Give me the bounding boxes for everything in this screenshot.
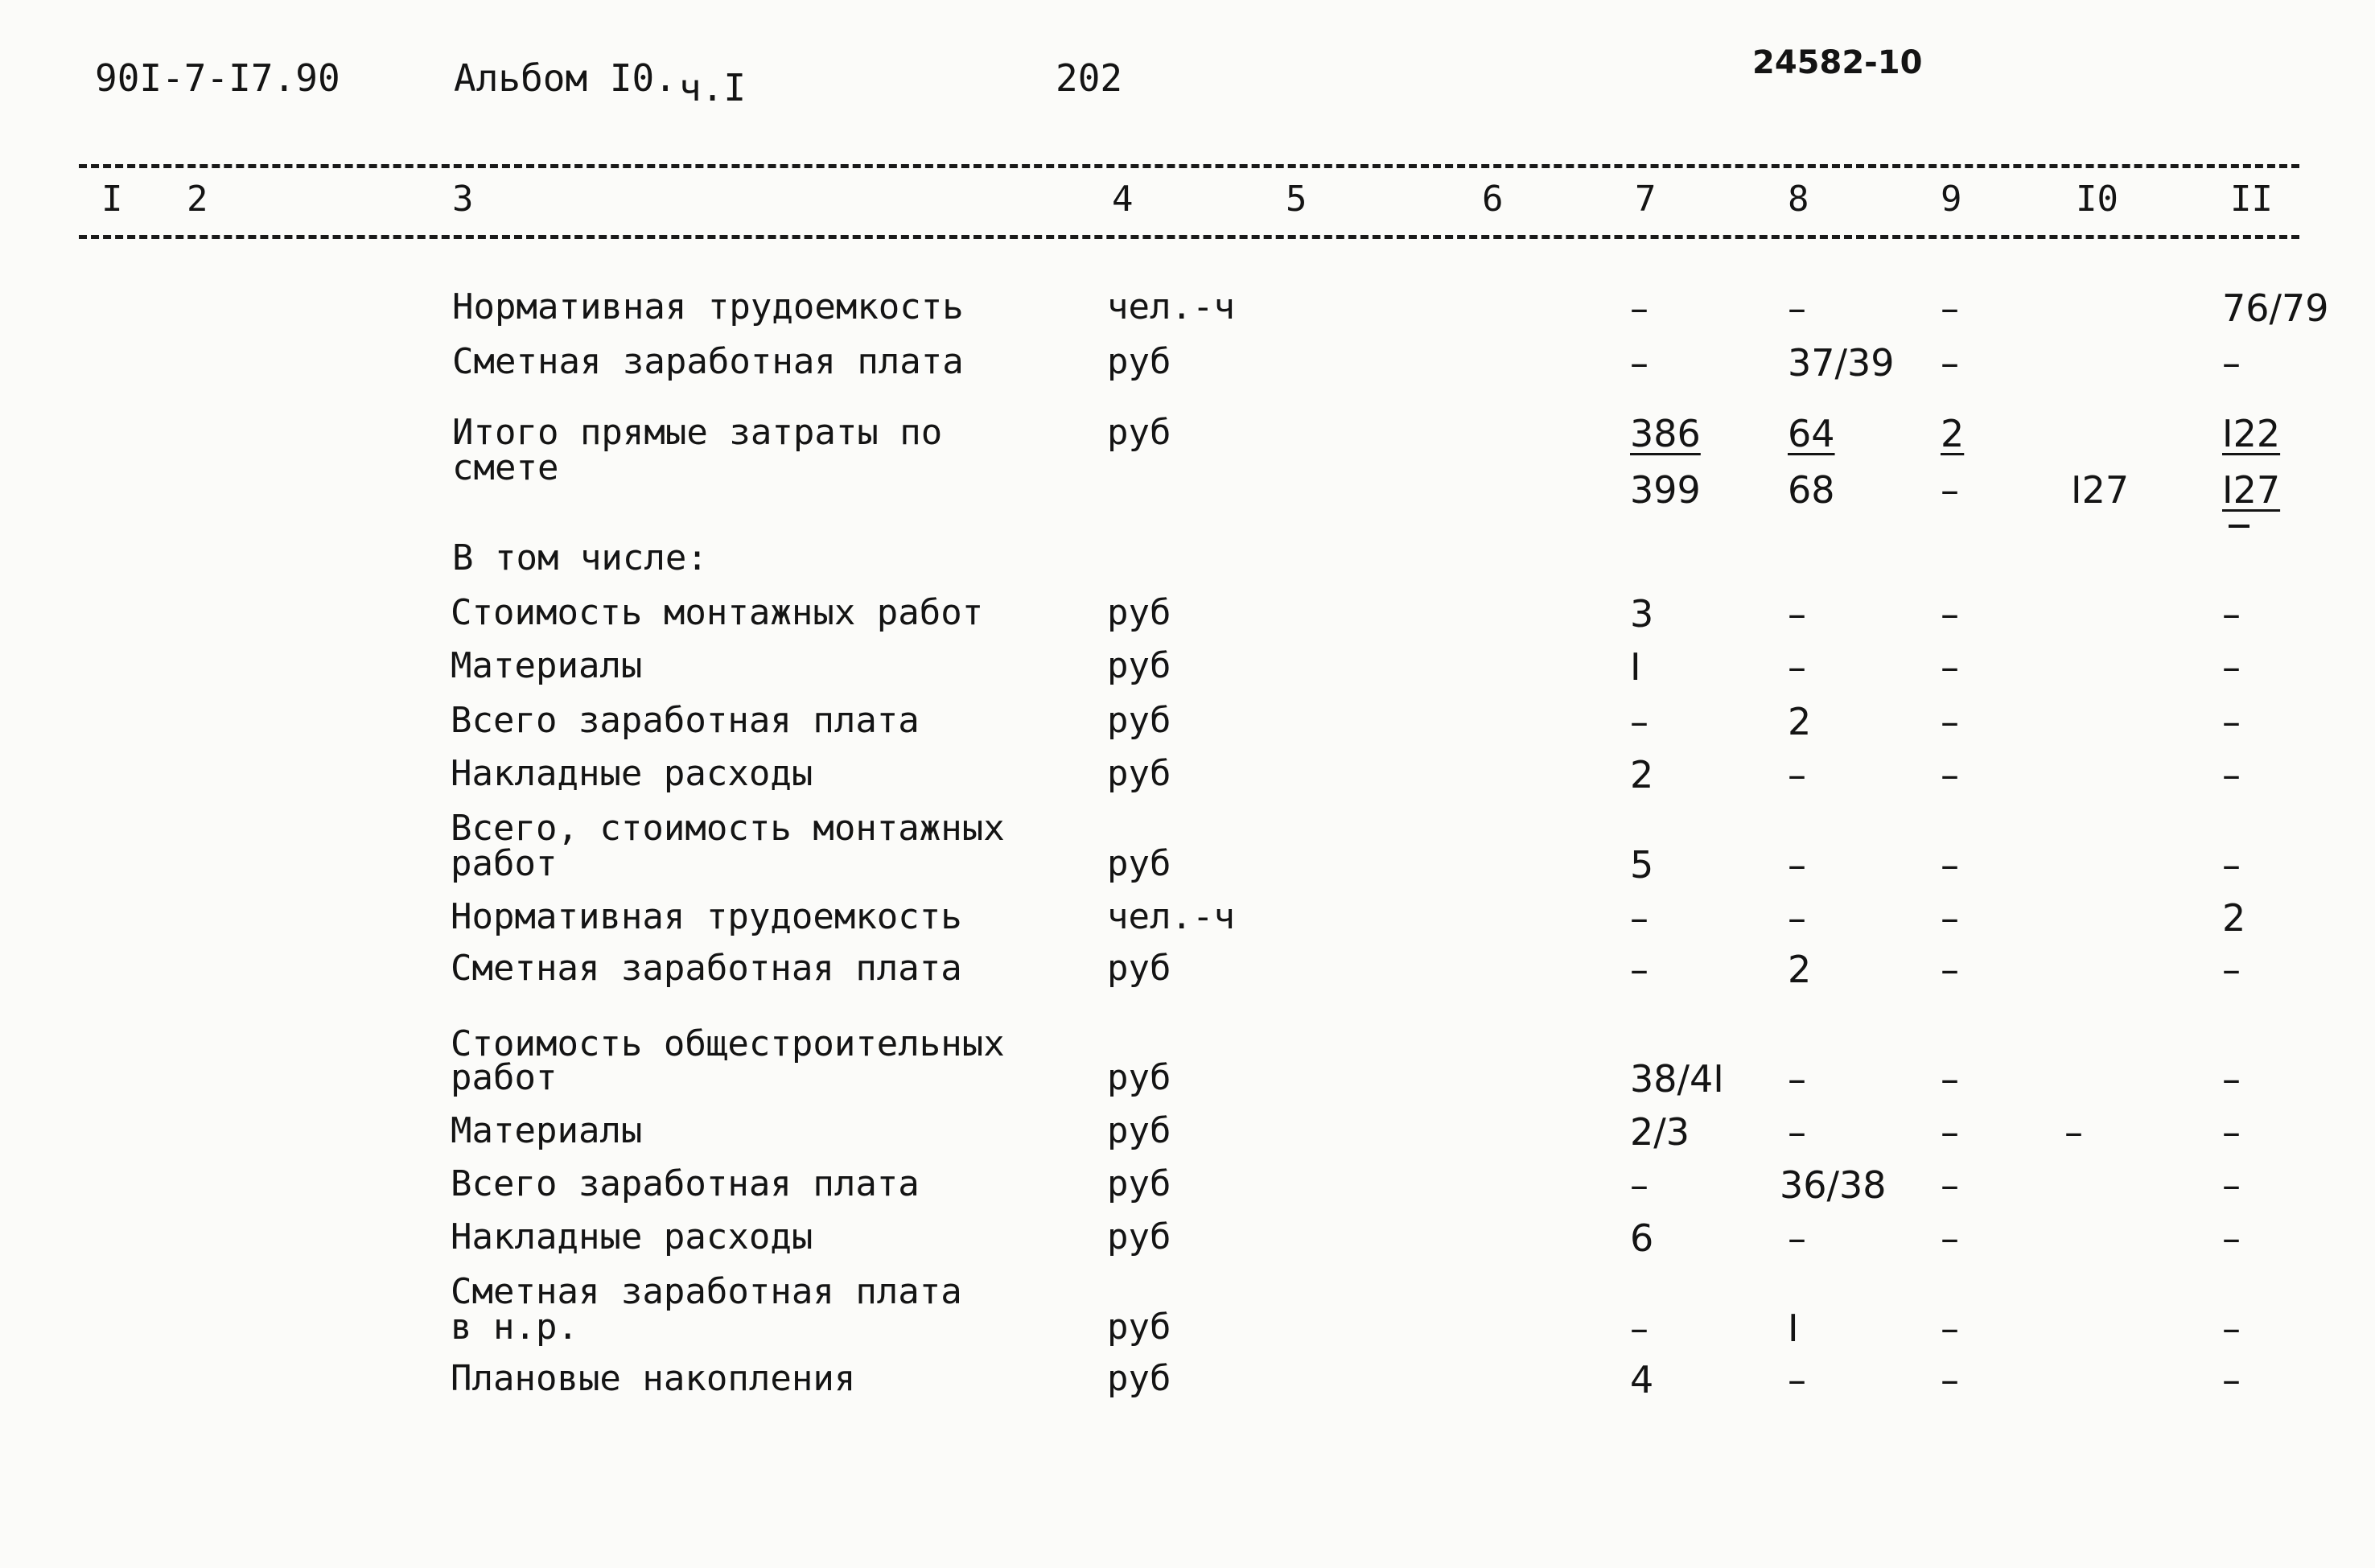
cell-col-7: 5 <box>1630 843 1654 887</box>
cell-col-11: – <box>2222 948 2241 991</box>
cell-col-9: – <box>1941 1358 1959 1401</box>
album-label: Альбом I0. <box>454 56 677 100</box>
row-label-continued: смете <box>452 447 559 488</box>
row-label: Материалы <box>451 645 643 686</box>
cell-col-10: – <box>2064 1110 2083 1154</box>
cell-col-9: – <box>1941 1307 1959 1350</box>
cell-col-11: I27 <box>2222 468 2281 512</box>
cell-col-7: 386 <box>1630 412 1701 455</box>
section-heading: В том числе: <box>452 537 708 578</box>
header-top-rule <box>79 164 2299 168</box>
underline-mark <box>2229 525 2249 528</box>
cell-col-8: 2 <box>1788 948 1812 991</box>
cell-col-7: – <box>1630 286 1649 330</box>
row-unit: руб <box>1107 1358 1171 1399</box>
row-label-continued: в н.р. <box>451 1307 578 1348</box>
cell-col-7: – <box>1630 948 1649 991</box>
cell-col-9: 2 <box>1941 412 1965 455</box>
column-number: 6 <box>1482 179 1504 220</box>
cell-col-8: – <box>1788 1057 1806 1101</box>
cell-col-11: – <box>2222 1216 2241 1260</box>
cell-col-9: – <box>1941 896 1959 940</box>
cell-col-8: – <box>1788 592 1806 636</box>
column-number: 4 <box>1112 179 1134 220</box>
column-number: 7 <box>1635 179 1657 220</box>
row-label: Сметная заработная плата <box>451 948 962 989</box>
header-bottom-rule <box>79 235 2299 239</box>
cell-col-9: – <box>1941 1216 1959 1260</box>
row-label: Плановые накопления <box>451 1358 856 1399</box>
row-label: Всего заработная плата <box>451 700 920 741</box>
row-unit: чел.-ч <box>1107 896 1235 937</box>
cell-col-9: – <box>1941 286 1959 330</box>
cell-col-7: 399 <box>1630 468 1701 512</box>
cell-col-7: – <box>1630 700 1649 743</box>
row-label: Всего, стоимость монтажных <box>451 808 1005 849</box>
cell-col-9: – <box>1941 843 1959 887</box>
cell-col-7: – <box>1630 896 1649 940</box>
row-label-continued: работ <box>451 843 558 884</box>
cell-col-9: – <box>1941 700 1959 743</box>
column-number: 5 <box>1286 179 1307 220</box>
column-number: II <box>2230 179 2273 220</box>
album-part: ч.I <box>679 66 747 109</box>
column-number: 8 <box>1788 179 1809 220</box>
row-label: Накладные расходы <box>451 753 813 794</box>
cell-col-8: – <box>1788 1110 1806 1154</box>
row-label: Нормативная трудоемкость <box>451 896 962 937</box>
row-unit: руб <box>1107 1216 1171 1257</box>
cell-col-9: – <box>1941 468 1959 512</box>
cell-col-7: 6 <box>1630 1216 1654 1260</box>
cell-col-11: – <box>2222 753 2241 796</box>
cell-col-8: – <box>1788 843 1806 887</box>
row-label: Всего заработная плата <box>451 1163 920 1204</box>
row-unit: руб <box>1107 645 1171 686</box>
cell-col-9: – <box>1941 948 1959 991</box>
handwritten-number: 24582-10 <box>1752 44 1923 81</box>
row-label: Материалы <box>451 1110 643 1151</box>
cell-col-8: I <box>1788 1307 1799 1350</box>
cell-col-8: 64 <box>1788 412 1835 455</box>
row-unit: руб <box>1107 948 1171 989</box>
cell-col-11: I22 <box>2222 412 2281 455</box>
cell-col-9: – <box>1941 341 1959 385</box>
cell-col-9: – <box>1941 645 1959 689</box>
page-number: 202 <box>1056 56 1123 100</box>
cell-col-11: – <box>2222 645 2241 689</box>
cell-col-7: 3 <box>1630 592 1654 636</box>
column-number: 2 <box>187 179 208 220</box>
row-label: Накладные расходы <box>451 1216 813 1257</box>
row-unit: руб <box>1107 1110 1171 1151</box>
cell-col-7: – <box>1630 341 1649 385</box>
column-number: I0 <box>2076 179 2118 220</box>
row-unit: руб <box>1107 1057 1171 1098</box>
cell-col-8: – <box>1788 896 1806 940</box>
cell-col-7: 4 <box>1630 1358 1654 1401</box>
row-label: Стоимость общестроительных <box>451 1023 1005 1064</box>
row-label-continued: работ <box>451 1057 558 1098</box>
cell-col-11: – <box>2222 1307 2241 1350</box>
cell-col-8: – <box>1788 1216 1806 1260</box>
row-label: Сметная заработная плата <box>451 1271 962 1312</box>
row-label: Сметная заработная плата <box>452 341 964 382</box>
cell-col-11: – <box>2222 843 2241 887</box>
cell-col-11: – <box>2222 1110 2241 1154</box>
cell-col-9: – <box>1941 1110 1959 1154</box>
row-unit: чел.-ч <box>1107 286 1235 327</box>
cell-col-7: 38/4I <box>1630 1057 1724 1101</box>
cell-col-11: – <box>2222 1163 2241 1207</box>
cell-col-8: 2 <box>1788 700 1812 743</box>
cell-col-8: – <box>1788 286 1806 330</box>
cell-col-11: – <box>2222 341 2241 385</box>
cell-col-11: – <box>2222 1358 2241 1401</box>
cell-col-7: 2/3 <box>1630 1110 1690 1154</box>
cell-col-11: – <box>2222 592 2241 636</box>
column-number: 3 <box>452 179 474 220</box>
row-unit: руб <box>1107 412 1171 453</box>
column-number: I <box>101 179 123 220</box>
cell-col-7: 2 <box>1630 753 1654 796</box>
row-unit: руб <box>1107 843 1171 884</box>
cell-col-8: – <box>1788 645 1806 689</box>
cell-col-9: – <box>1941 1163 1959 1207</box>
row-label: Стоимость монтажных работ <box>451 592 984 633</box>
cell-col-7: – <box>1630 1163 1649 1207</box>
row-unit: руб <box>1107 753 1171 794</box>
cell-col-8: 68 <box>1788 468 1835 512</box>
row-unit: руб <box>1107 700 1171 741</box>
cell-col-9: – <box>1941 592 1959 636</box>
cell-col-8: 37/39 <box>1788 341 1895 385</box>
cell-col-9: – <box>1941 753 1959 796</box>
cell-col-11: 76/79 <box>2222 286 2329 330</box>
cell-col-9: – <box>1941 1057 1959 1101</box>
cell-col-11: – <box>2222 1057 2241 1101</box>
row-label: Нормативная трудоемкость <box>452 286 964 327</box>
cell-col-8: – <box>1788 753 1806 796</box>
cell-col-7: – <box>1630 1307 1649 1350</box>
row-unit: руб <box>1107 1163 1171 1204</box>
document-code: 90I-7-I7.90 <box>95 56 340 100</box>
column-number: 9 <box>1941 179 1962 220</box>
cell-col-7: I <box>1630 645 1641 689</box>
row-unit: руб <box>1107 341 1171 382</box>
cell-col-10: I27 <box>2071 468 2130 512</box>
row-unit: руб <box>1107 1307 1171 1348</box>
cell-col-8: 36/38 <box>1780 1163 1887 1207</box>
row-label: Итого прямые затраты по <box>452 412 943 453</box>
cell-col-8: – <box>1788 1358 1806 1401</box>
cell-col-11: 2 <box>2222 896 2246 940</box>
cell-col-11: – <box>2222 700 2241 743</box>
row-unit: руб <box>1107 592 1171 633</box>
